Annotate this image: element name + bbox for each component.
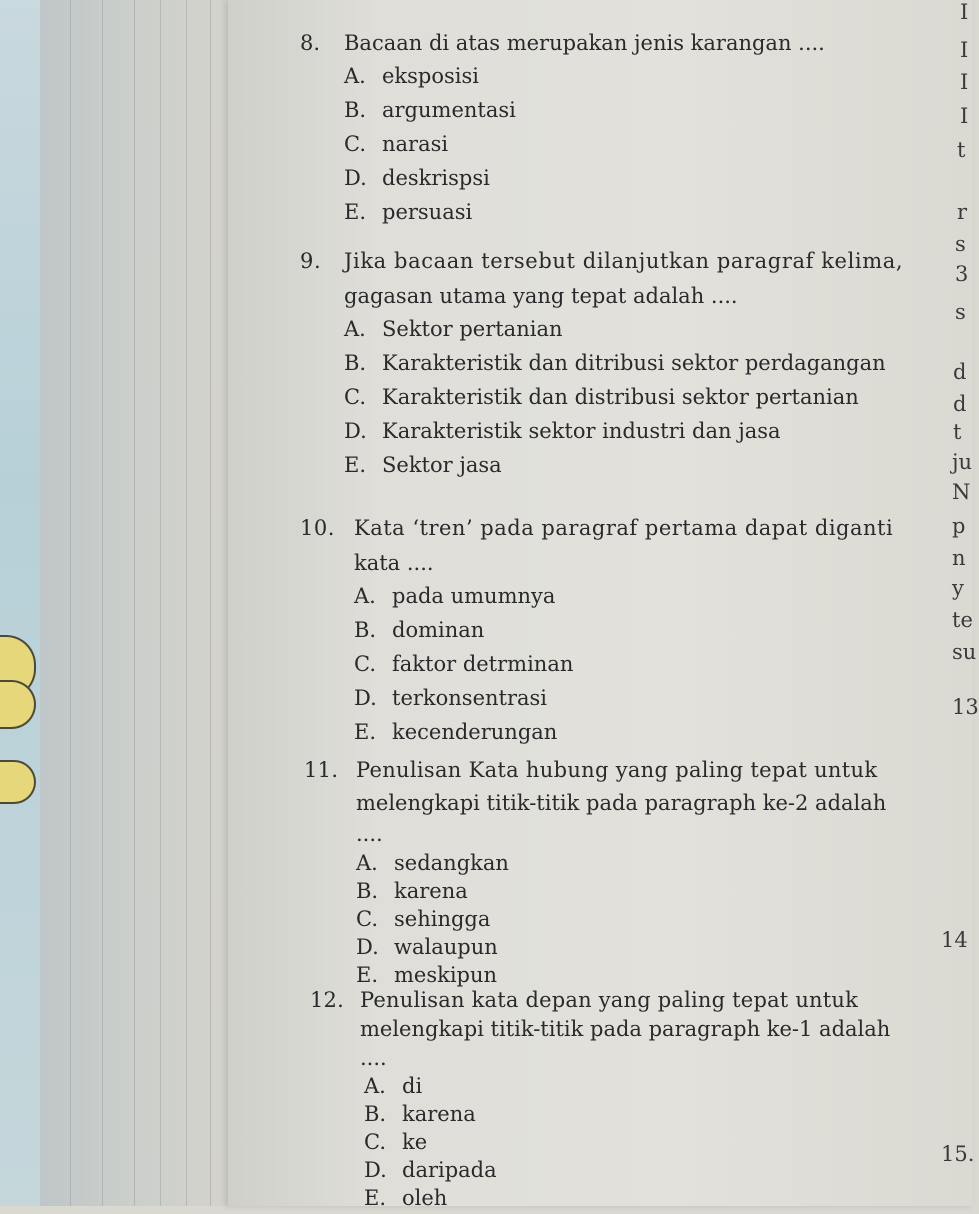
option-e[interactable]: E. persuasi xyxy=(344,200,473,224)
margin-fragment: s xyxy=(955,300,966,324)
margin-fragment: 14 xyxy=(941,928,968,952)
question-stem-continued: gagasan utama yang tepat adalah .... xyxy=(344,284,738,308)
table-surface xyxy=(0,0,40,1206)
margin-fragment: s xyxy=(955,232,966,256)
option-a[interactable]: A. di xyxy=(364,1074,423,1098)
margin-fragment: d xyxy=(953,392,967,416)
option-d[interactable]: D. daripada xyxy=(364,1158,497,1182)
margin-fragment: p xyxy=(952,514,966,538)
question-stem: 11. Penulisan Kata hubung yang paling tepat untuk xyxy=(304,758,878,782)
margin-fragment: r xyxy=(957,200,968,224)
option-b[interactable]: B. karena xyxy=(356,879,468,903)
margin-fragment: te xyxy=(952,608,973,632)
question-12 xyxy=(310,985,890,1214)
question-stem-continued: melengkapi titik-titik pada paragraph ke-1 adalah xyxy=(360,1017,891,1041)
option-b[interactable]: B. dominan xyxy=(354,618,485,642)
option-d[interactable]: D. Karakteristik sektor industri dan jasa xyxy=(344,419,781,443)
margin-fragment: y xyxy=(952,576,964,600)
question-stem: 10. Kata ‘tren’ pada paragraf pertama dapat diganti xyxy=(300,516,894,540)
margin-fragment: I xyxy=(960,38,969,62)
option-d[interactable]: D. deskrispsi xyxy=(344,166,490,190)
option-a[interactable]: A. eksposisi xyxy=(344,64,480,88)
question-8 xyxy=(300,28,825,228)
margin-fragment: t xyxy=(953,420,962,444)
decoration-shape xyxy=(0,760,36,804)
margin-fragment: 15. xyxy=(941,1142,975,1166)
option-a[interactable]: A. pada umumnya xyxy=(354,584,556,608)
margin-fragment: N xyxy=(952,480,971,504)
option-a[interactable]: A. Sektor pertanian xyxy=(344,317,563,341)
question-stem-continued: melengkapi titik-titik pada paragraph ke-2 adalah xyxy=(356,791,887,815)
option-c[interactable]: C. Karakteristik dan distribusi sektor pertanian xyxy=(344,385,859,409)
margin-fragment: 3 xyxy=(955,262,969,286)
question-stem: 8. Bacaan di atas merupakan jenis karangan .... xyxy=(300,31,825,55)
margin-fragment: I xyxy=(960,70,969,94)
question-9 xyxy=(300,246,903,481)
question-stem-continued: .... xyxy=(360,1046,387,1070)
margin-fragment: t xyxy=(957,138,966,162)
margin-fragment: I xyxy=(960,104,969,128)
margin-fragment: I xyxy=(960,0,969,24)
option-e[interactable]: E. kecenderungan xyxy=(354,720,558,744)
question-10 xyxy=(300,513,893,748)
option-c[interactable]: C. narasi xyxy=(344,132,449,156)
option-c[interactable]: C. sehingga xyxy=(356,907,491,931)
option-d[interactable]: D. walaupun xyxy=(356,935,498,959)
option-d[interactable]: D. terkonsentrasi xyxy=(354,686,548,710)
question-stem-continued: kata .... xyxy=(354,551,434,575)
question-stem: 9. Jika bacaan tersebut dilanjutkan paragraf kelima, xyxy=(300,249,904,273)
margin-fragment: d xyxy=(953,360,967,384)
option-c[interactable]: C. ke xyxy=(364,1130,428,1154)
question-stem-continued: .... xyxy=(356,822,383,846)
page-stack-edges xyxy=(40,0,240,1206)
margin-fragment: ju xyxy=(952,450,973,474)
option-e[interactable]: E. Sektor jasa xyxy=(344,453,502,477)
option-e[interactable]: E. meskipun xyxy=(356,963,498,987)
margin-fragment: n xyxy=(952,546,966,570)
margin-fragment: su xyxy=(952,640,977,664)
option-e[interactable]: E. oleh xyxy=(364,1186,448,1210)
decoration-shape xyxy=(0,680,36,729)
margin-fragment: 13 xyxy=(952,695,979,719)
option-c[interactable]: C. faktor detrminan xyxy=(354,652,574,676)
question-11 xyxy=(304,755,886,991)
option-a[interactable]: A. sedangkan xyxy=(356,851,509,875)
question-stem: 12. Penulisan kata depan yang paling tepat untuk xyxy=(310,988,859,1012)
option-b[interactable]: B. Karakteristik dan ditribusi sektor perdagangan xyxy=(344,351,886,375)
option-b[interactable]: B. argumentasi xyxy=(344,98,516,122)
option-b[interactable]: B. karena xyxy=(364,1102,476,1126)
